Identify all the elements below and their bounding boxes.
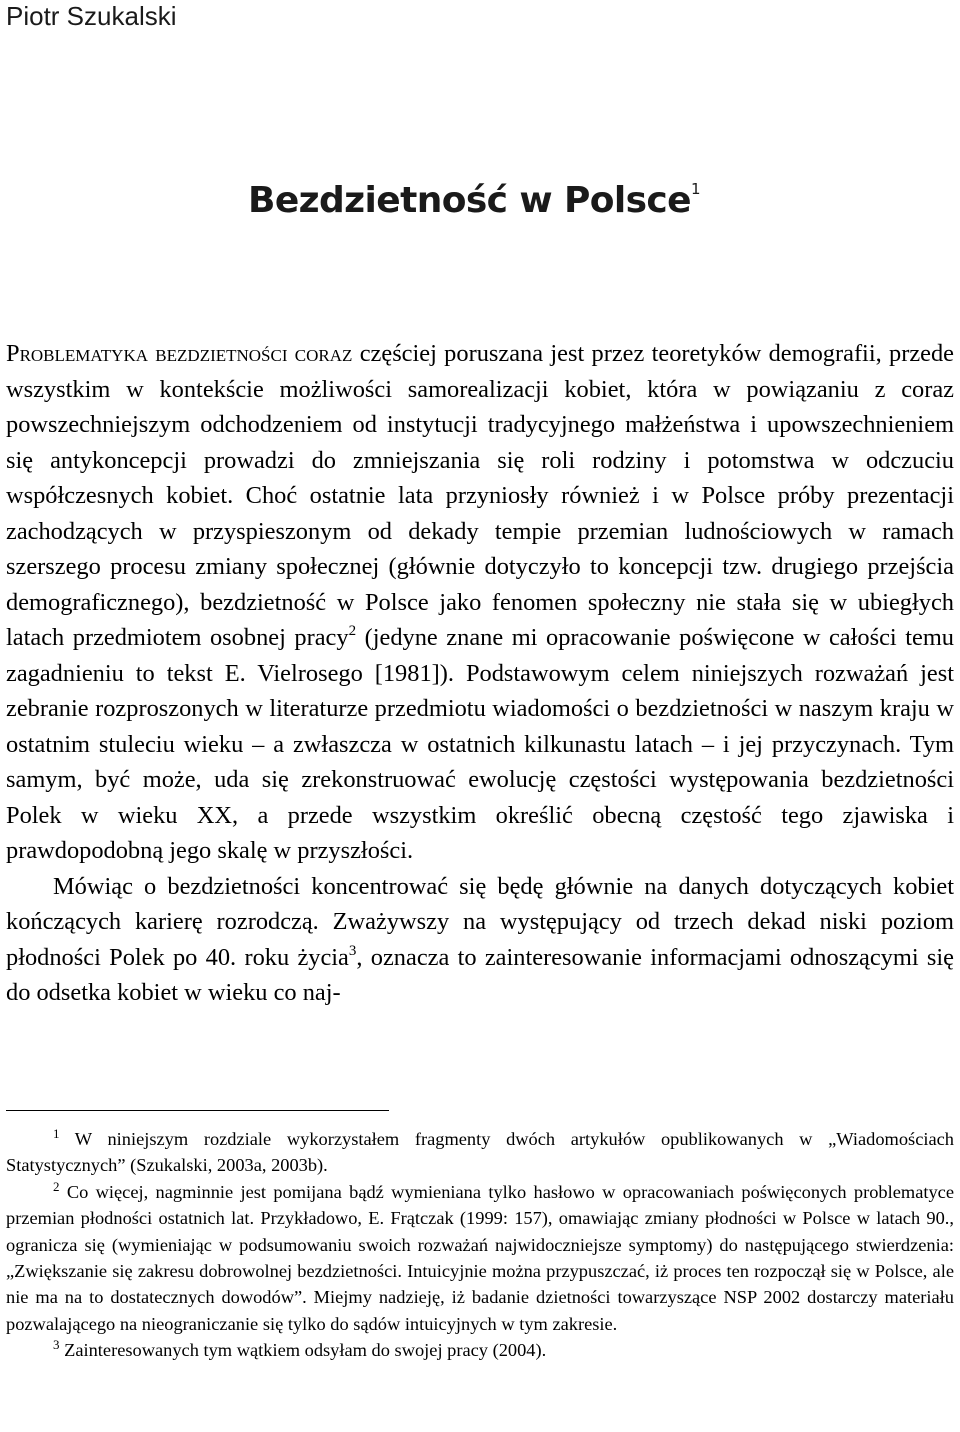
title-footnote-marker: 1 [691, 180, 700, 198]
footnote-separator [6, 1110, 389, 1111]
footnote-1-number: 1 [53, 1126, 60, 1141]
author-name: Piotr Szukalski [6, 1, 177, 31]
footnote-3-number: 3 [53, 1337, 60, 1353]
footnote-2-text: Co więcej, nagminnie jest pomijana bądź wymieniana tylko hasłowo w opracowaniach poświęconych problematyce przemian płodności ostatnich lat. Przykładowo, E. Frątczak (1999: 157), omawiając zmiany płodności w Polsce w latach 90., ogranicza się (wymieniając w podsumowaniu swoich rozważań najwidoczniejsze symptomy) do następującego stwierdzenia: „Zwiększanie się zakresu dobrowolnej bezdzietności. Intuicyjnie można przypuszczać, iż proces ten rozpoczął się w Polsce, ale nie ma na to dostatecznych dowodów”. Miejmy nadzieję, iż badanie dzietności towarzyszące NSP 2002 dostarczy materiału pozwalającego na nieograniczanie się tylko do sądów intuicyjnych w tym zakresie. [6, 1181, 954, 1334]
paragraph-2-text-a: Mówiąc o bezdzietności koncentrować się będę głównie na danych dotyczących kobiet kończących karierę rozrodczą. Zważywszy na występujący od trzech dekad niski poziom płodności Polek po 40. roku życia [6, 872, 954, 971]
paragraph-2 [6, 869, 954, 1011]
footnote-3-text: Zainteresowanych tym wątkiem odsyłam do swojej pracy (2004). [59, 1340, 547, 1361]
paragraph-1-text-a: częściej poruszana jest przez teoretyków demografii, przede wszystkim w kontekście możliwości samorealizacji kobiet, która w powiązaniu z coraz powszechniejszym odchodzeniem od instytucji tradycyjnego małżeństwa i upowszechnieniem się antykoncepcji prowadzi do zmniejszania się roli rodziny i potomstwa w odczuciu współczesnych kobiet. Choć ostatnie lata przyniosły również i w Polsce próby prezentacji zachodzących w przyspieszonym od dekady tempie przemian ludnościowych w ramach szerszego procesu zmiany społecznej (głównie dotyczyło to koncepcji tzw. drugiego przejścia demograficznego), bezdzietność w Polsce jako fenomen społeczny nie stała się w ubiegłych latach przedmiotem osobnej pracy [6, 340, 954, 651]
main-text [6, 336, 954, 1011]
footnote-2-number: 2 [53, 1178, 60, 1194]
paragraph-1-lead: Problematyka bezdzietności coraz [6, 340, 353, 367]
chapter-title-text: Bezdzietność w Polsce [248, 180, 691, 221]
footnote-1-text: W niniejszym rozdziale wykorzystałem fragmenty dwóch artykułów opublikowanych w „Wiadomościach Statystycznych” (Szukalski, 2003a, 2003b). [6, 1129, 954, 1176]
footnote-3 [6, 1337, 954, 1363]
footnote-ref-3: 3 [348, 942, 357, 959]
paragraph-1-text-b: (jedyne znane mi opracowanie poświęcone w całości temu zagadnieniu to tekst E. Vielrosego [1981]). Podstawowym celem niniejszych rozważań jest zebranie rozproszonych w literaturze przedmiotu wiadomości o bezdzietności w naszym kraju w ostatnim stuleciu wieku – a zwłaszcza w ostatnich kilkunastu latach – i jej przyczynach. Tym samym, być może, uda się zrekonstruować ewolucję częstości występowania bezdzietności Polek w wieku XX, a przede wszystkim określić obecną częstość tego zjawiska i prawdopodobną jego skalę w przyszłości. [6, 624, 954, 864]
footnotes [6, 1126, 954, 1364]
footnote-ref-2: 2 [348, 623, 357, 639]
footnote-1 [6, 1126, 954, 1179]
paragraph-2-text-b: , oznacza to zainteresowanie informacjami odnoszącymi się do odsetka kobiet w wieku co naj- [6, 943, 954, 1006]
chapter-title [248, 176, 700, 226]
paragraph-1 [6, 336, 954, 869]
footnote-2 [6, 1179, 954, 1337]
